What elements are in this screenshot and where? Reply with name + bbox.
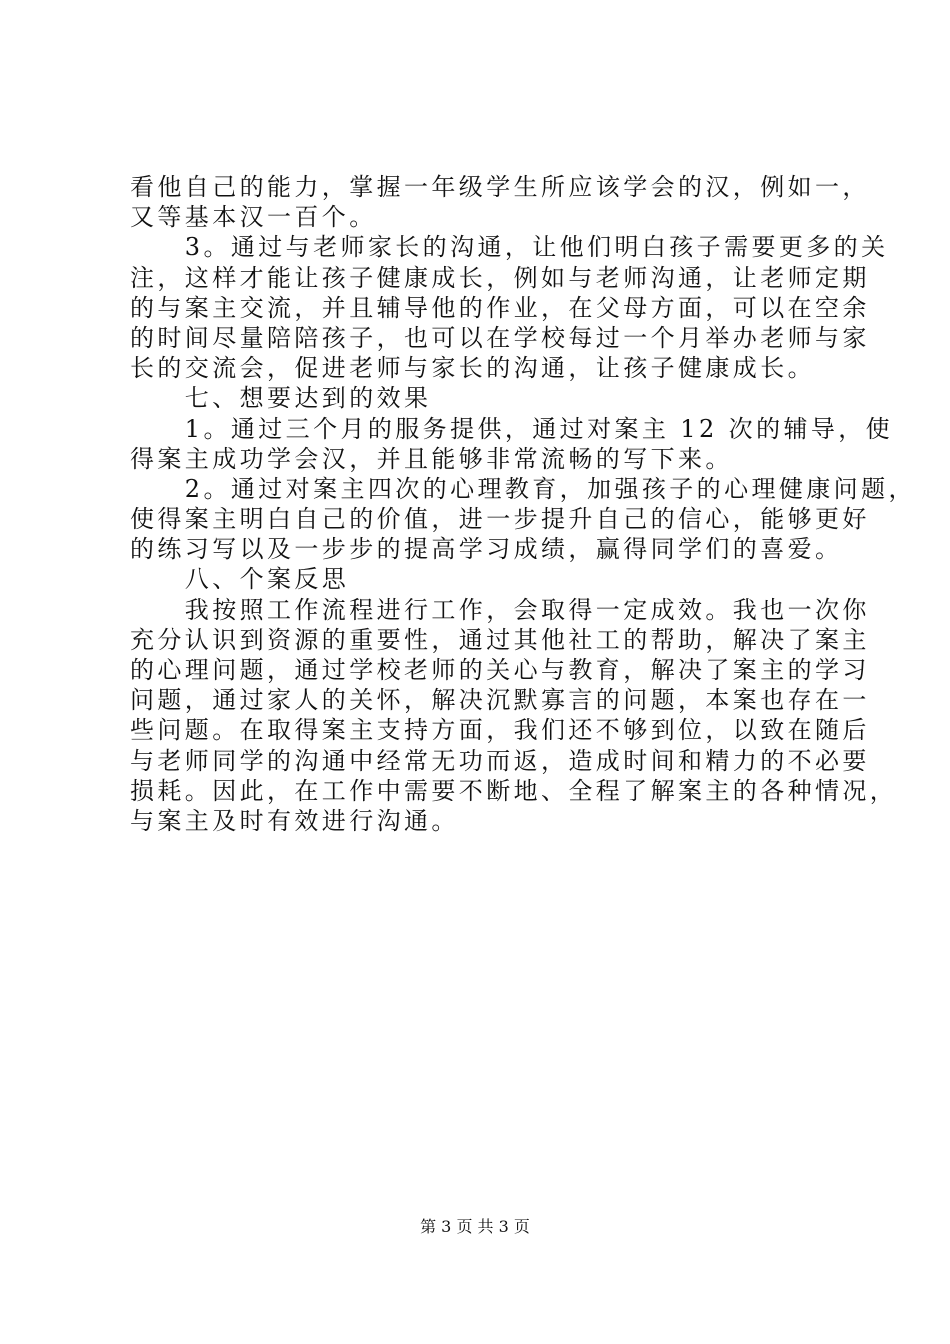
text-line: 看他自己的能力，掌握一年级学生所应该学会的汉，例如一， bbox=[130, 173, 870, 201]
text-line: 长的交流会，促进老师与家长的沟通，让孩子健康成长。 bbox=[130, 354, 815, 383]
page-footer: 第 3 页 共 3 页 bbox=[420, 1217, 530, 1236]
document-body bbox=[130, 172, 916, 836]
text-line: 些问题。在取得案主支持方面，我们还不够到位，以致在随后 bbox=[130, 716, 870, 745]
text-line: 2。通过对案主四次的心理教育，加强孩子的心理健康问题， bbox=[130, 474, 916, 503]
text-line: 的练习写以及一步步的提高学习成绩，赢得同学们的喜爱。 bbox=[130, 535, 843, 564]
section-heading: 七、想要达到的效果 bbox=[130, 384, 432, 413]
text-line: 问题，通过家人的关怀，解决沉默寡言的问题，本案也存在一 bbox=[130, 686, 870, 715]
text-line: 我按照工作流程进行工作，会取得一定成效。我也一次你 bbox=[130, 595, 870, 624]
text-line: 充分认识到资源的重要性，通过其他社工的帮助，解决了案主 bbox=[130, 625, 870, 654]
text-line: 与老师同学的沟通中经常无功而返，造成时间和精力的不必要 bbox=[130, 746, 870, 775]
text-line: 的时间尽量陪陪孩子，也可以在学校每过一个月举办老师与家 bbox=[130, 323, 870, 352]
text-line: 又等基本汉一百个。 bbox=[130, 203, 377, 232]
section-heading: 八、个案反思 bbox=[130, 565, 350, 594]
text-line: 与案主及时有效进行沟通。 bbox=[130, 806, 459, 835]
text-line: 1。通过三个月的服务提供，通过对案主 12 次的辅导，使 bbox=[130, 414, 894, 443]
text-line: 使得案主明白自己的价值，进一步提升自己的信心，能够更好 bbox=[130, 505, 870, 534]
text-line: 的心理问题，通过学校老师的关心与教育，解决了案主的学习 bbox=[130, 656, 870, 684]
text-line: 的与案主交流，并且辅导他的作业，在父母方面，可以在空余 bbox=[130, 293, 870, 322]
text-line: 3。通过与老师家长的沟通，让他们明白孩子需要更多的关 bbox=[130, 233, 889, 262]
text-line: 注，这样才能让孩子健康成长，例如与老师沟通，让老师定期 bbox=[130, 263, 870, 292]
text-line: 损耗。因此，在工作中需要不断地、全程了解案主的各种情况， bbox=[130, 776, 898, 805]
text-line: 得案主成功学会汉，并且能够非常流畅的写下来。 bbox=[130, 444, 733, 473]
